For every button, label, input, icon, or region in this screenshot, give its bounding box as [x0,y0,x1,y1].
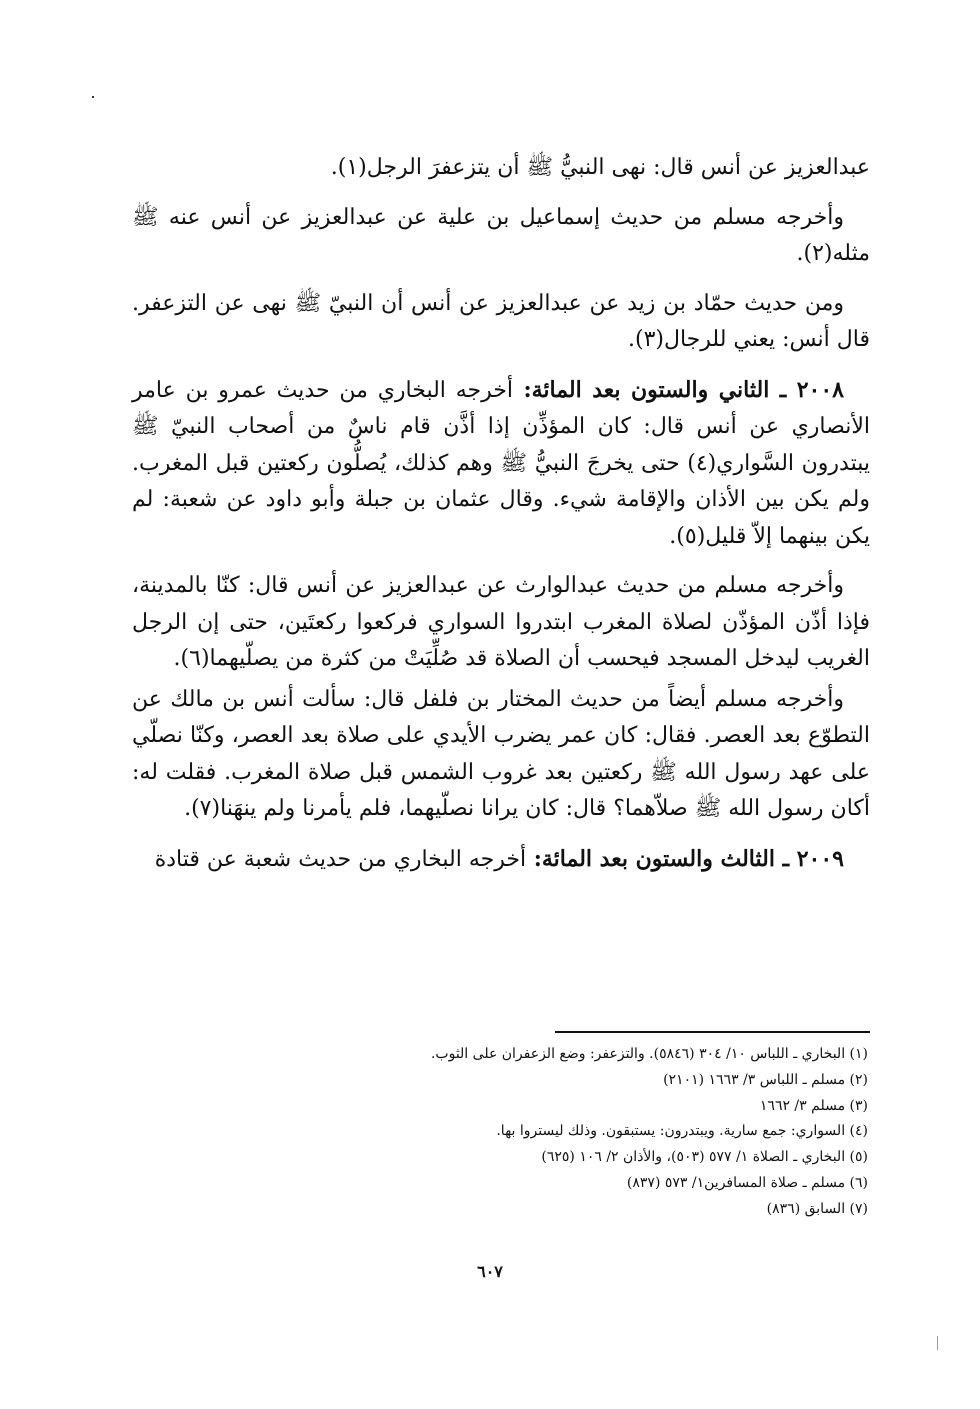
entry-2009-heading: ٢٠٠٩ ـ الثالث والستون بعد المائة: [526,845,844,872]
footnote-item: (٧) السابق (٨٣٦) [766,1200,868,1217]
footnote-item: (٦) مسلم ـ صلاة المسافرين١/ ٥٧٣ (٨٣٧) [626,1174,868,1191]
entry-2008 [132,372,870,556]
paragraph-6-text: وأخرجه مسلم أيضاً من حديث المختار بن فلفل قال: سألت أنس بن مالك عن التطوّع بعد العصر. فقال: كان عمر يضرب الأيدي على صلاة بعد العصر، وكنّا نصلّي على عهد رسول الله ﷺ ركعتين بعد غروب الشمس قبل صلاة المغرب. فقلت له: أكان رسول الله ﷺ صلاّهما؟ قال: كان يرانا نصلّيهما، فلم يأمرنا ولم ينهَنا(٧). [132,686,870,821]
paragraph-2-text: وأخرجه مسلم من حديث إسماعيل بن علية عن عبدالعزيز عن أنس عنه ﷺ مثله(٢). [132,204,870,266]
footnote-item: (٤) السواري: جمع سارية. ويبتدرون: يستبقون. وذلك ليستروا بها. [496,1123,868,1140]
footnotes-list [300,1042,868,1223]
paragraph-5 [132,568,870,678]
entry-2008-text: أخرجه البخاري من حديث عمرو بن عامر الأنصاري عن أنس قال: كان المؤذِّن إذا أذَّن قام ناسٌ من أصحاب النبيّ ﷺ يبتدرون السَّواري(٤) حتى يخرجَ النبيُّ ﷺ وهم كذلك، يُصلُّون ركعتين قبل المغرب. ولم يكن بين الأذان والإقامة شيء. وقال عثمان بن جبلة وأبو داود عن شعبة: لم يكن بينهما إلاّ قليل(٥). [132,377,870,549]
entry-2008-heading: ٢٠٠٨ ـ الثاني والستون بعد المائة: [512,376,844,403]
footnote-item: (١) البخاري ـ اللباس ١٠/ ٣٠٤ (٥٨٤٦). والتزعفر: وضع الزعفران على الثوب. [430,1046,868,1062]
scan-speck [937,1336,938,1350]
paragraph-3-text: ومن حديث حمّاد بن زيد عن عبدالعزيز عن أنس أن النبيّ ﷺ نهى عن التزعفر. قال أنس: يعني للرجال(٣). [132,290,870,352]
footnote-item: (٣) مسلم ٣/ ١٦٦٢ [759,1097,868,1114]
paragraph-1 [132,150,870,187]
paragraph-5-text: وأخرجه مسلم من حديث عبدالوارث عن عبدالعزيز عن أنس قال: كنّا بالمدينة، فإذا أذّن المؤذّن لصلاة المغرب ابتدروا السواري فركعوا ركعتَين، حتى إن الرجل الغريب ليدخل المسجد فيحسب أن الصلاة قد صُلِّيَتْ من كثرة من يصلّيهما(٦). [132,573,870,671]
footnote-item: (٥) البخاري ـ الصلاة ١/ ٥٧٧ (٥٠٣)، والأذان ٢/ ١٠٦ (٦٢٥) [541,1149,868,1166]
paragraph-1-text: عبدالعزيز عن أنس قال: نهى النبيُّ ﷺ أن يتزعفرَ الرجل(١). [330,155,870,180]
paragraph-2 [132,200,870,273]
scan-speck [92,96,94,98]
footnote-item: (٢) مسلم ـ اللباس ٣/ ١٦٦٣ (٢١٠١) [663,1071,868,1088]
main-text [132,150,870,891]
paragraph-6 [132,682,870,828]
page-number: ٦٠٧ [477,1262,503,1281]
footnote-divider [555,1031,870,1033]
entry-2009 [132,841,870,879]
entry-2009-text: أخرجه البخاري من حديث شعبة عن قتادة [154,846,527,872]
paragraph-3 [132,286,870,359]
